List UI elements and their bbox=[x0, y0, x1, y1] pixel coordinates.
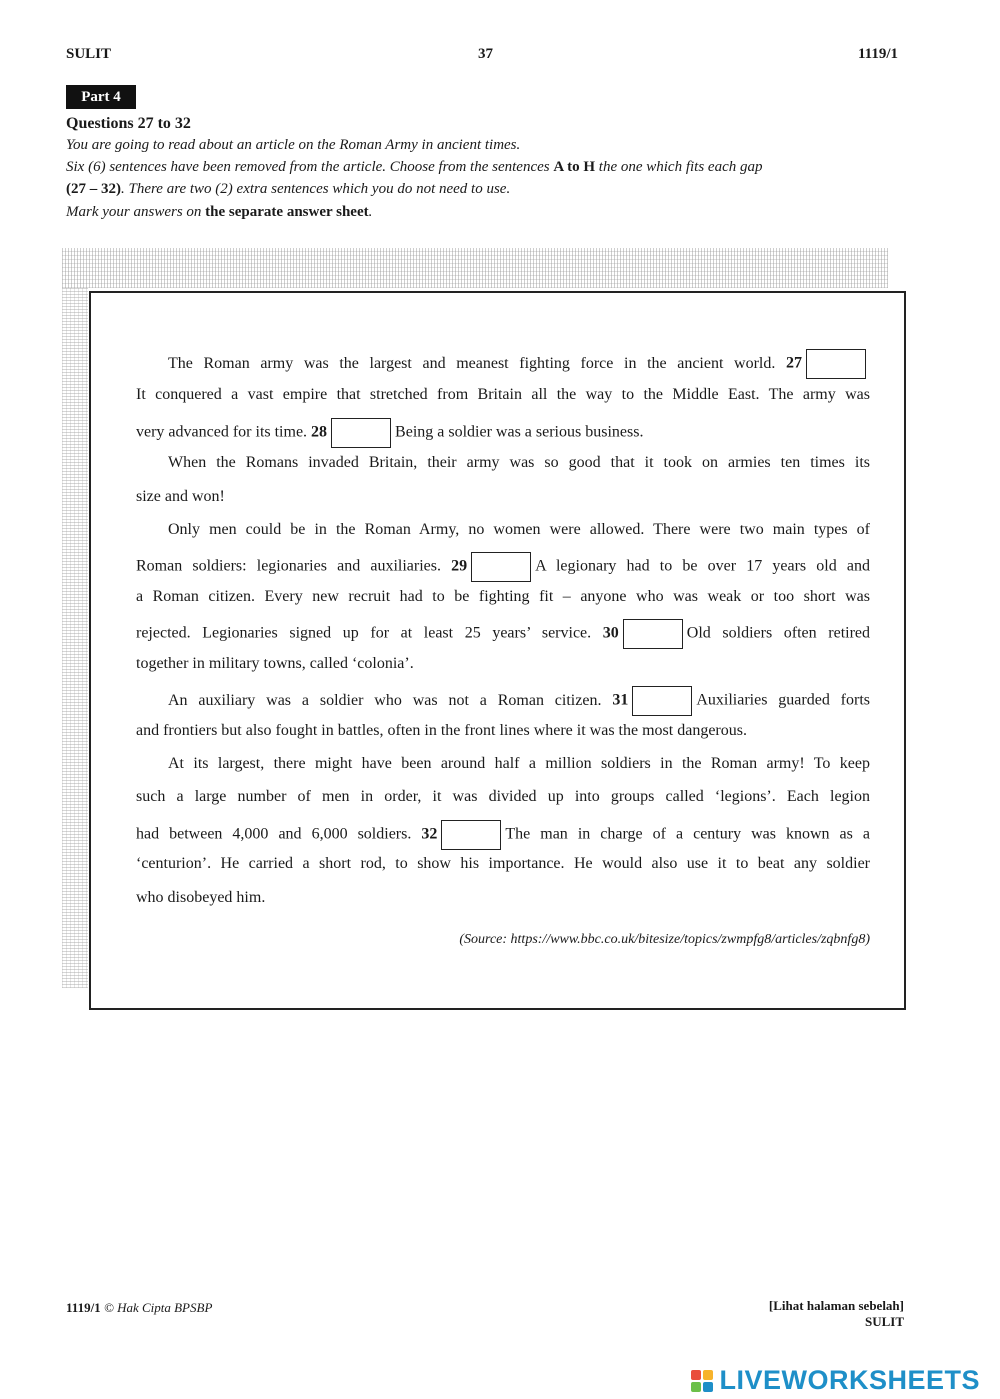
instruction-line-2: Six (6) sentences have been removed from the article. Choose from the sentences A to H the one which fits each gap bbox=[66, 159, 763, 175]
liveworksheets-logo[interactable] bbox=[691, 1365, 980, 1396]
article-line: The Roman army was the largest and meanest fighting force in the ancient world. 27 bbox=[136, 349, 870, 379]
article-line: Only men could be in the Roman Army, no women were allowed. There were two main types of bbox=[168, 521, 870, 538]
instruction-line-4: Mark your answers on the separate answer sheet. bbox=[66, 204, 373, 220]
article-line: size and won! bbox=[136, 488, 225, 505]
article-line: such a large number of men in order, it was divided up into groups called ‘legions’. Each legion bbox=[136, 788, 870, 805]
answer-gap-31[interactable] bbox=[632, 686, 692, 716]
header-left-sulit: SULIT bbox=[66, 46, 112, 62]
article-line: and frontiers but also fought in battles, often in the front lines where it was the most dangerous. bbox=[136, 722, 747, 739]
article-line: rejected. Legionaries signed up for at least 25 years’ service. 30 Old soldiers often retired bbox=[136, 619, 870, 649]
answer-gap-30[interactable] bbox=[623, 619, 683, 649]
article-line: ‘centurion’. He carried a short rod, to show his importance. He would also use it to beat any soldier bbox=[136, 855, 870, 872]
liveworksheets-logo-text: LIVEWORKSHEETS bbox=[719, 1365, 980, 1395]
article-line: who disobeyed him. bbox=[136, 889, 266, 906]
answer-gap-28[interactable] bbox=[331, 418, 391, 448]
footer-right: [Lihat halaman sebelah] SULIT bbox=[768, 1298, 904, 1329]
part-label: Part 4 bbox=[66, 85, 136, 109]
instruction-line-1: You are going to read about an article on the Roman Army in ancient times. bbox=[66, 137, 521, 153]
footer-left: 1119/1 © Hak Cipta BPSBP bbox=[66, 1300, 213, 1315]
page-number: 37 bbox=[478, 46, 493, 62]
article-line: Roman soldiers: legionaries and auxiliaries. 29 A legionary had to be over 17 years old and bbox=[136, 552, 870, 582]
instruction-line-3: (27 – 32). There are two (2) extra sentences which you do not need to use. bbox=[66, 181, 511, 197]
answer-gap-27[interactable] bbox=[806, 349, 866, 379]
article-line: had between 4,000 and 6,000 soldiers. 32 The man in charge of a century was known as a bbox=[136, 820, 870, 850]
article-source: (Source: https://www.bbc.co.uk/bitesize/topics/zwmpfg8/articles/zqbnfg8) bbox=[459, 932, 870, 947]
article-line: a Roman citizen. Every new recruit had to be fighting fit – anyone who was weak or too short was bbox=[136, 588, 870, 605]
scan-noise-left bbox=[62, 288, 88, 988]
article-line: together in military towns, called ‘colonia’. bbox=[136, 655, 414, 672]
article-line: An auxiliary was a soldier who was not a Roman citizen. 31 Auxiliaries guarded forts bbox=[136, 686, 870, 716]
article-line: At its largest, there might have been around half a million soldiers in the Roman army! To keep bbox=[168, 755, 870, 772]
article-line: When the Romans invaded Britain, their army was so good that it took on armies ten times its bbox=[168, 454, 870, 471]
answer-gap-29[interactable] bbox=[471, 552, 531, 582]
liveworksheets-logo-icon bbox=[691, 1370, 713, 1392]
header-right-code: 1119/1 bbox=[858, 46, 899, 62]
article-line: very advanced for its time. 28 Being a soldier was a serious business. bbox=[136, 418, 870, 448]
article-line: It conquered a vast empire that stretched from Britain all the way to the Middle East. The army was bbox=[136, 386, 870, 403]
scan-noise-top bbox=[62, 248, 888, 288]
questions-title: Questions 27 to 32 bbox=[66, 115, 191, 132]
answer-gap-32[interactable] bbox=[441, 820, 501, 850]
